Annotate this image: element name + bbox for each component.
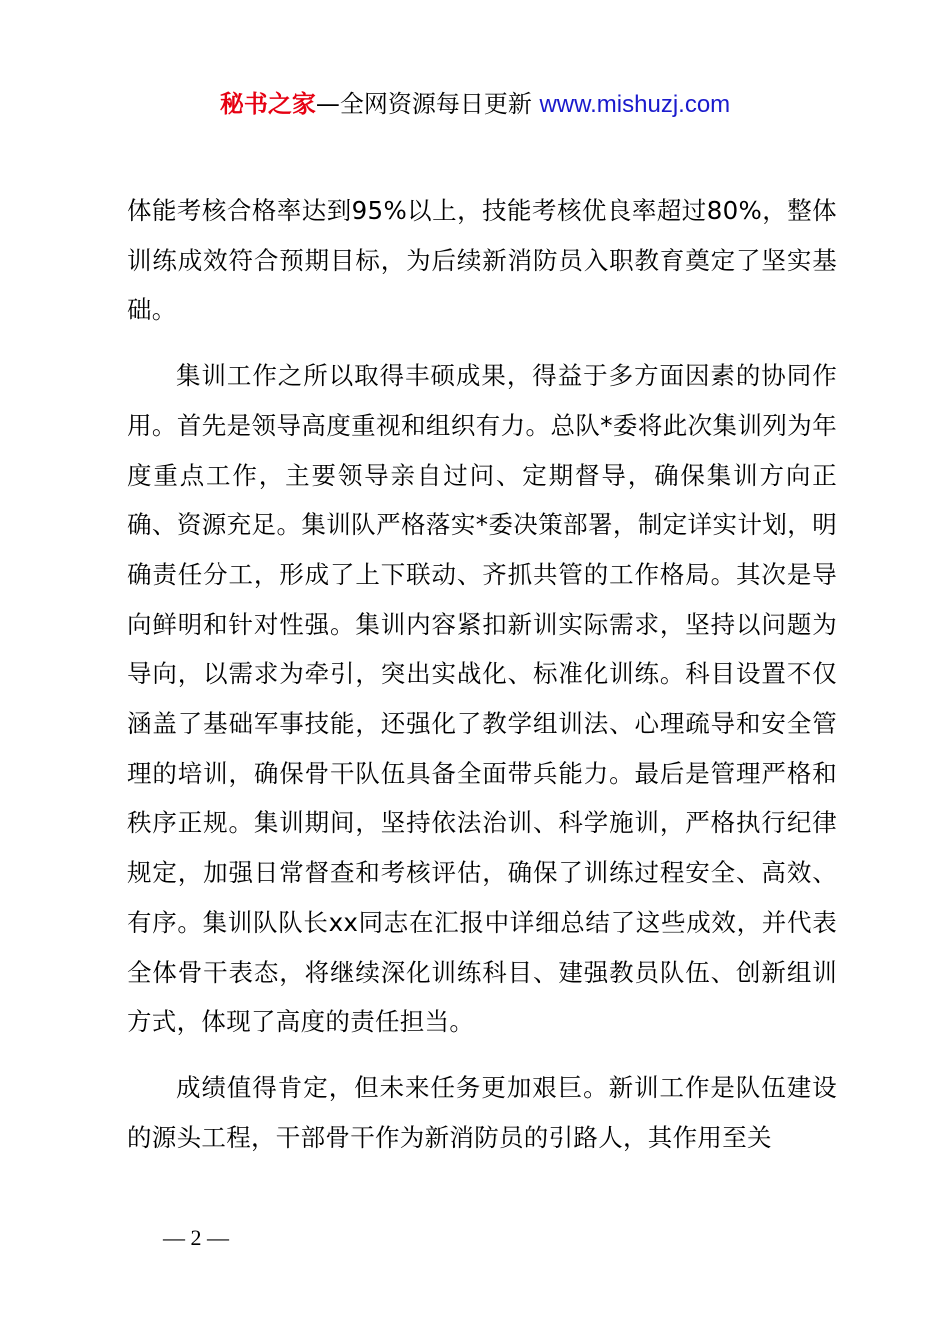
page-number: — 2 — — [163, 1225, 229, 1250]
paragraph-1: 体能考核合格率达到95%以上，技能考核优良率超过80%，整体训练成效符合预期目标，为后续新消防员入职教育奠定了坚实基础。 — [127, 196, 837, 325]
site-url-link[interactable]: www.mishuzj.com — [539, 91, 731, 118]
site-tagline: —全网资源每日更新 — [315, 90, 532, 118]
site-brand: 秘书之家 — [219, 90, 316, 118]
page-header — [0, 86, 950, 123]
document-body — [127, 186, 837, 1178]
paragraph-2: 集训工作之所以取得丰硕成果，得益于多方面因素的协同作用。首先是领导高度重视和组织有力。总队*委将此次集训列为年度重点工作，主要领导亲自过问、定期督导，确保集训方向正确、资源充足。集训队严格落实*委决策部署，制定详实计划，明确责任分工，形成了上下联动、齐抓共管的工作格局。其次是导向鲜明和针对性强。集训内容紧扣新训实际需求，坚持以问题为导向，以需求为牵引，突出实战化、标准化训练。科目设置不仅涵盖了基础军事技能，还强化了教学组训法、心理疏导和安全管理的培训，确保骨干队伍具备全面带兵能力。最后是管理严格和秩序正规。集训期间，坚持依法治训、科学施训，严格执行纪律规定，加强日常督查和考核评估，确保了训练过程安全、高效、有序。集训队队长xx同志在汇报中详细总结了这些成效，并代表全体骨干表态，将继续深化训练科目、建强教员队伍、创新组训方式，体现了高度的责任担当。 — [127, 361, 837, 1037]
paragraph-3: 成绩值得肯定，但未来任务更加艰巨。新训工作是队伍建设的源头工程，干部骨干作为新消防员的引路人，其作用至关 — [127, 1072, 837, 1152]
